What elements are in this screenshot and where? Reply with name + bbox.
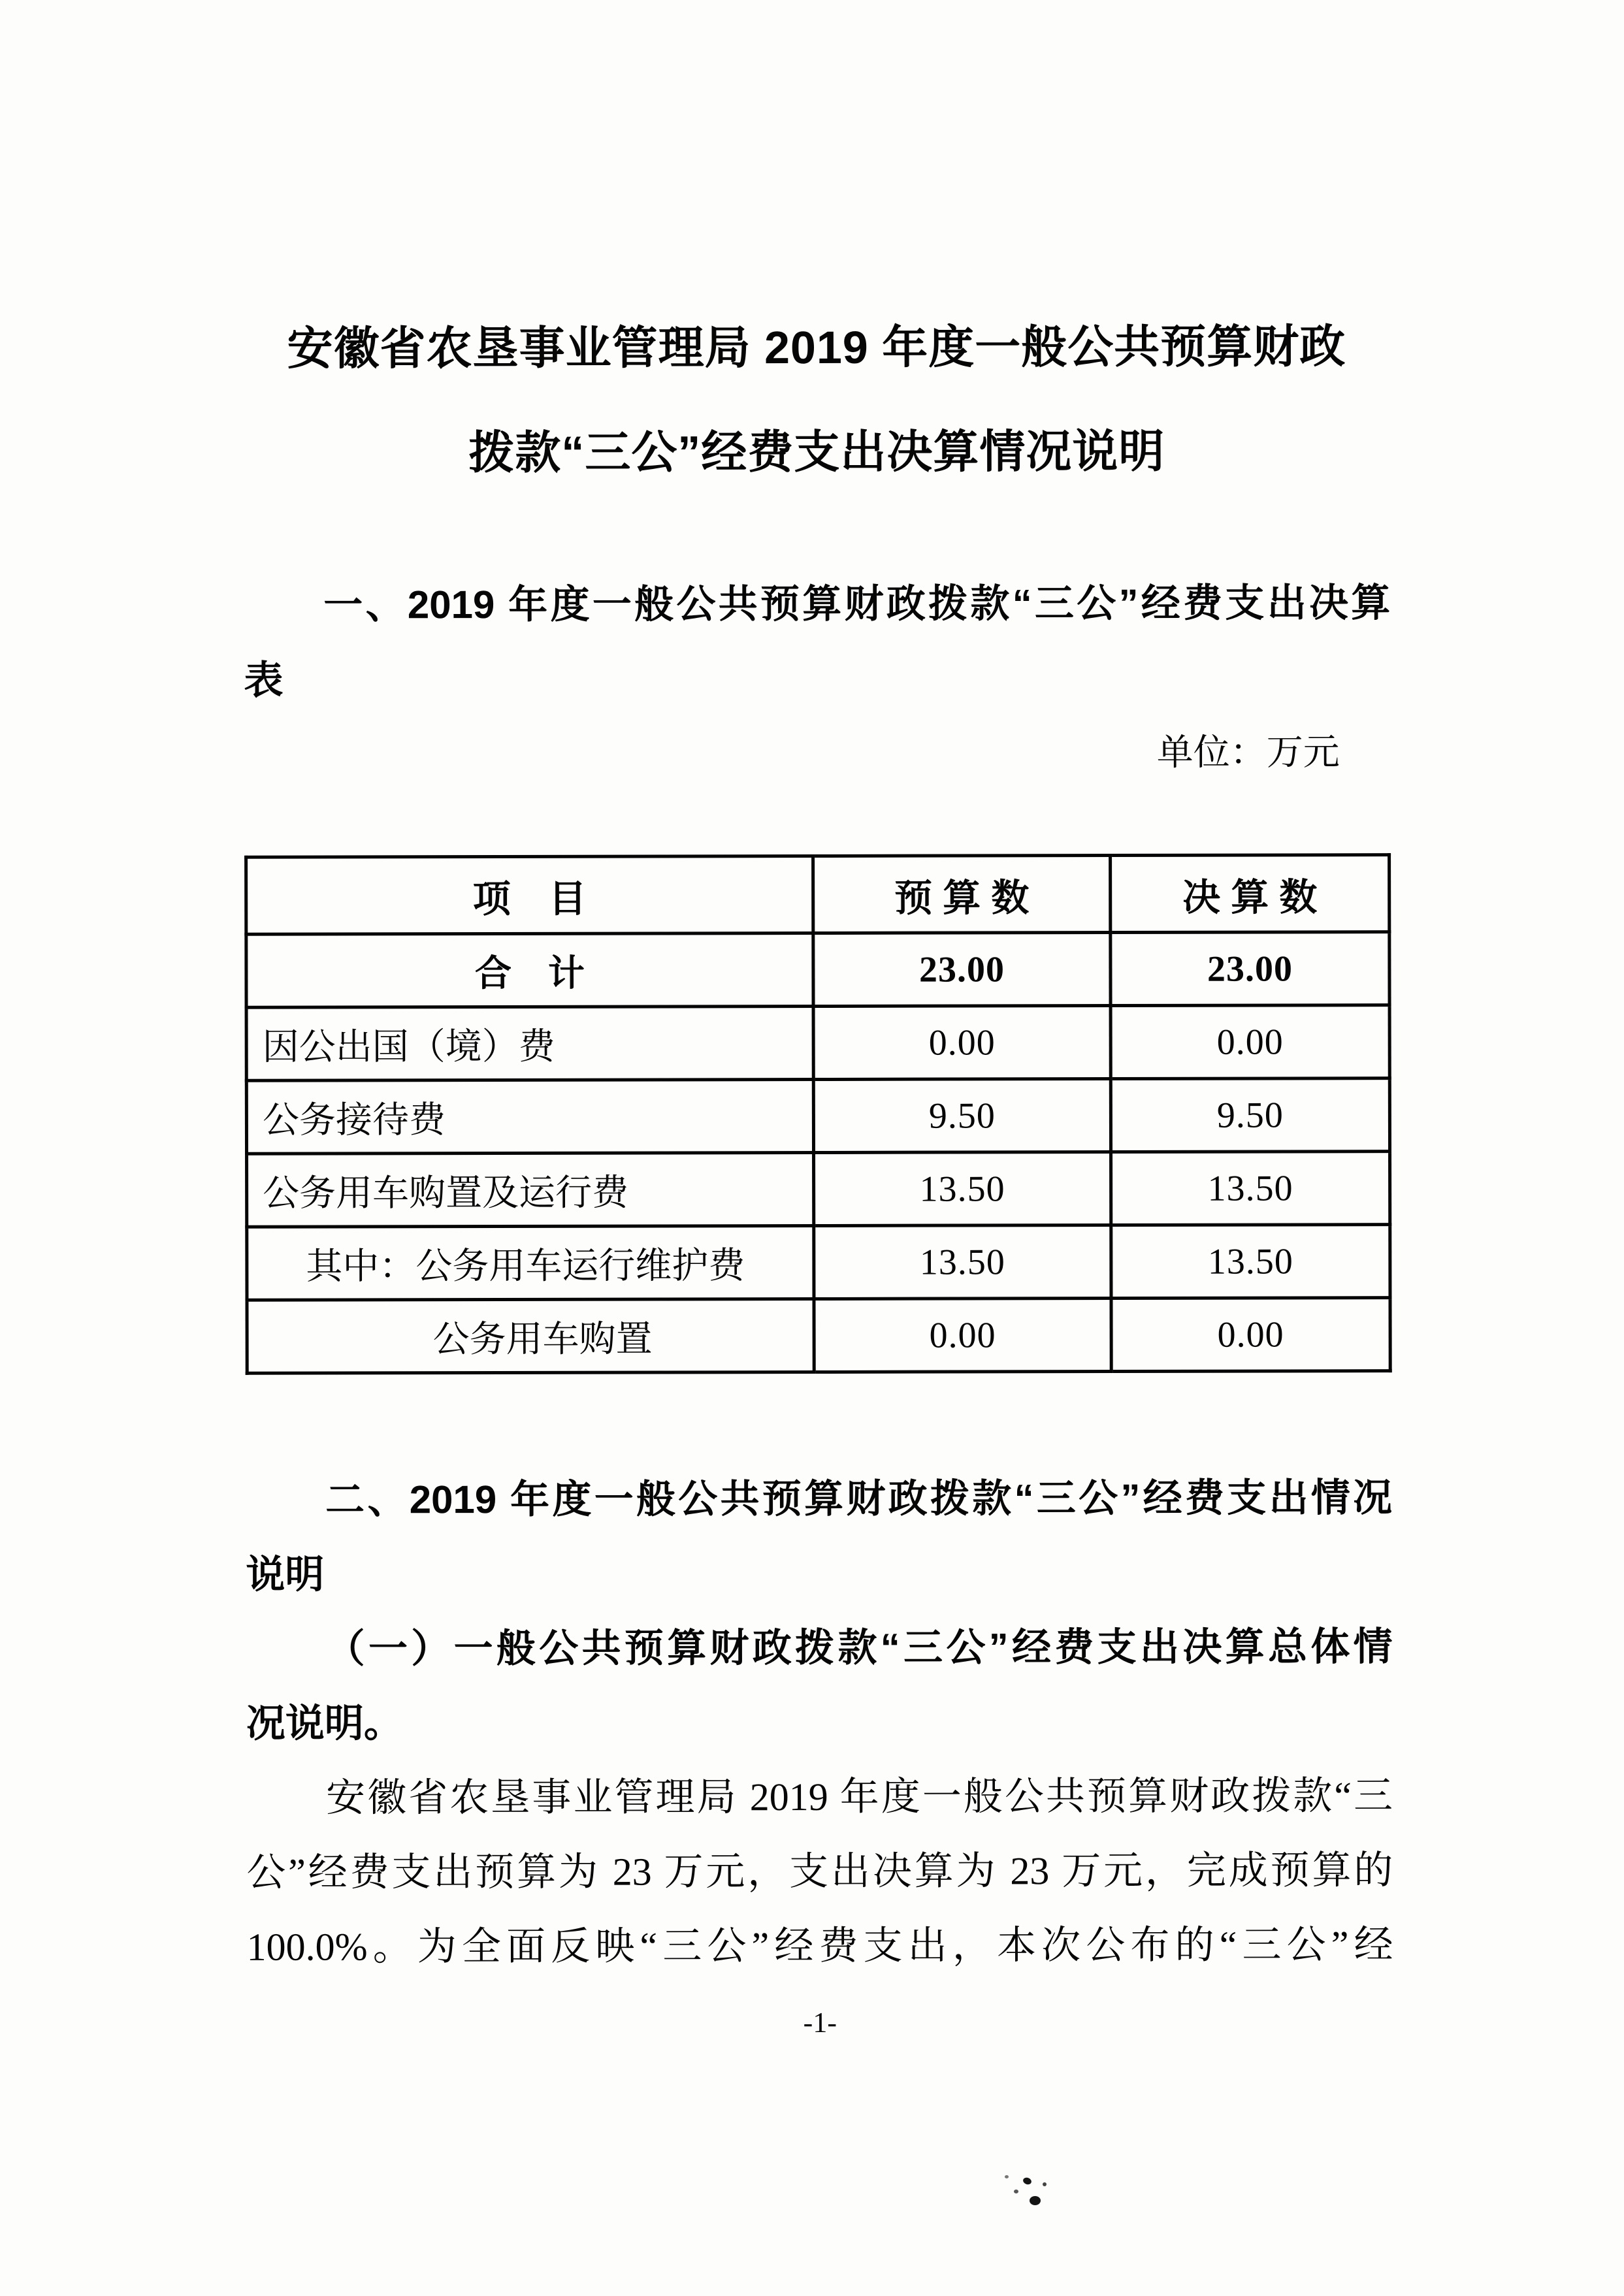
document-title-line2: 拨款“三公”经费支出决算情况说明 (468, 425, 1165, 479)
scan-speck (1043, 2182, 1047, 2186)
row-total-final: 23.00 (1111, 932, 1389, 1006)
table-row-total (246, 932, 1389, 1008)
column-header-item: 项 目 (246, 856, 813, 934)
table-header-row (246, 855, 1389, 935)
three-public-expense-table (244, 853, 1392, 1375)
table-row-reception (246, 1078, 1389, 1154)
table-row-vehicle-maintenance (247, 1225, 1390, 1301)
row-vehicle-maintenance-budget: 13.50 (814, 1225, 1111, 1299)
row-total-budget: 23.00 (813, 933, 1111, 1007)
scan-speck (1014, 2190, 1018, 2193)
table-row-abroad (246, 1005, 1389, 1081)
section1-heading-continuation: 表 (244, 658, 284, 702)
unit-note: 单位：万元 (1156, 732, 1340, 773)
document-title-line1: 安徽省农垦事业管理局 2019 年度一般公共预算财政 (287, 321, 1346, 374)
scan-speck (1005, 2175, 1009, 2178)
paragraph-line-3: 100.0%。为全面反映“三公”经费支出，本次公布的“三公”经 (246, 1923, 1393, 1969)
row-vehicle-total-item: 公务用车购置及运行费 (247, 1152, 814, 1227)
row-abroad-final: 0.00 (1111, 1005, 1389, 1079)
page-number: -1- (803, 2006, 837, 2039)
column-header-budget: 预 算 数 (813, 856, 1111, 933)
row-vehicle-purchase-budget: 0.00 (814, 1299, 1111, 1372)
table-row-vehicle-total (247, 1152, 1390, 1227)
paragraph-line-1: 安徽省农垦事业管理局 2019 年度一般公共预算财政拨款“三 (326, 1774, 1393, 1820)
row-vehicle-total-budget: 13.50 (814, 1152, 1111, 1226)
column-header-final: 决 算 数 (1111, 855, 1389, 933)
section2-heading: 二、2019 年度一般公共预算财政拨款“三公”经费支出情况 (325, 1476, 1393, 1522)
row-vehicle-purchase-final: 0.00 (1111, 1298, 1390, 1372)
table-row-vehicle-purchase (247, 1298, 1390, 1374)
row-abroad-item: 因公出国（境）费 (246, 1006, 813, 1080)
row-reception-item: 公务接待费 (246, 1079, 813, 1154)
row-abroad-budget: 0.00 (813, 1006, 1111, 1080)
row-reception-budget: 9.50 (813, 1079, 1111, 1153)
row-vehicle-purchase-item: 公务用车购置 (247, 1299, 814, 1373)
section2 (246, 1461, 1393, 1984)
row-vehicle-maintenance-final: 13.50 (1111, 1225, 1390, 1299)
section2-heading-continuation: 说明 (246, 1552, 325, 1596)
row-vehicle-total-final: 13.50 (1111, 1152, 1390, 1225)
scan-speck (1030, 2196, 1041, 2205)
section2-subheading-continuation: 况说明。 (246, 1701, 403, 1745)
row-reception-final: 9.50 (1111, 1078, 1389, 1152)
section2-subheading: （一）一般公共预算财政拨款“三公”经费支出决算总体情 (325, 1625, 1393, 1671)
document-title (243, 294, 1390, 506)
paragraph-line-2: 公”经费支出预算为 23 万元，支出决算为 23 万元，完成预算的 (246, 1849, 1393, 1894)
row-vehicle-maintenance-item: 其中：公务用车运行维护费 (247, 1225, 814, 1300)
section1 (244, 565, 1391, 793)
section1-heading: 一、2019 年度一般公共预算财政拨款“三公”经费支出决算 (323, 581, 1391, 627)
row-total-item: 合 计 (246, 933, 813, 1007)
